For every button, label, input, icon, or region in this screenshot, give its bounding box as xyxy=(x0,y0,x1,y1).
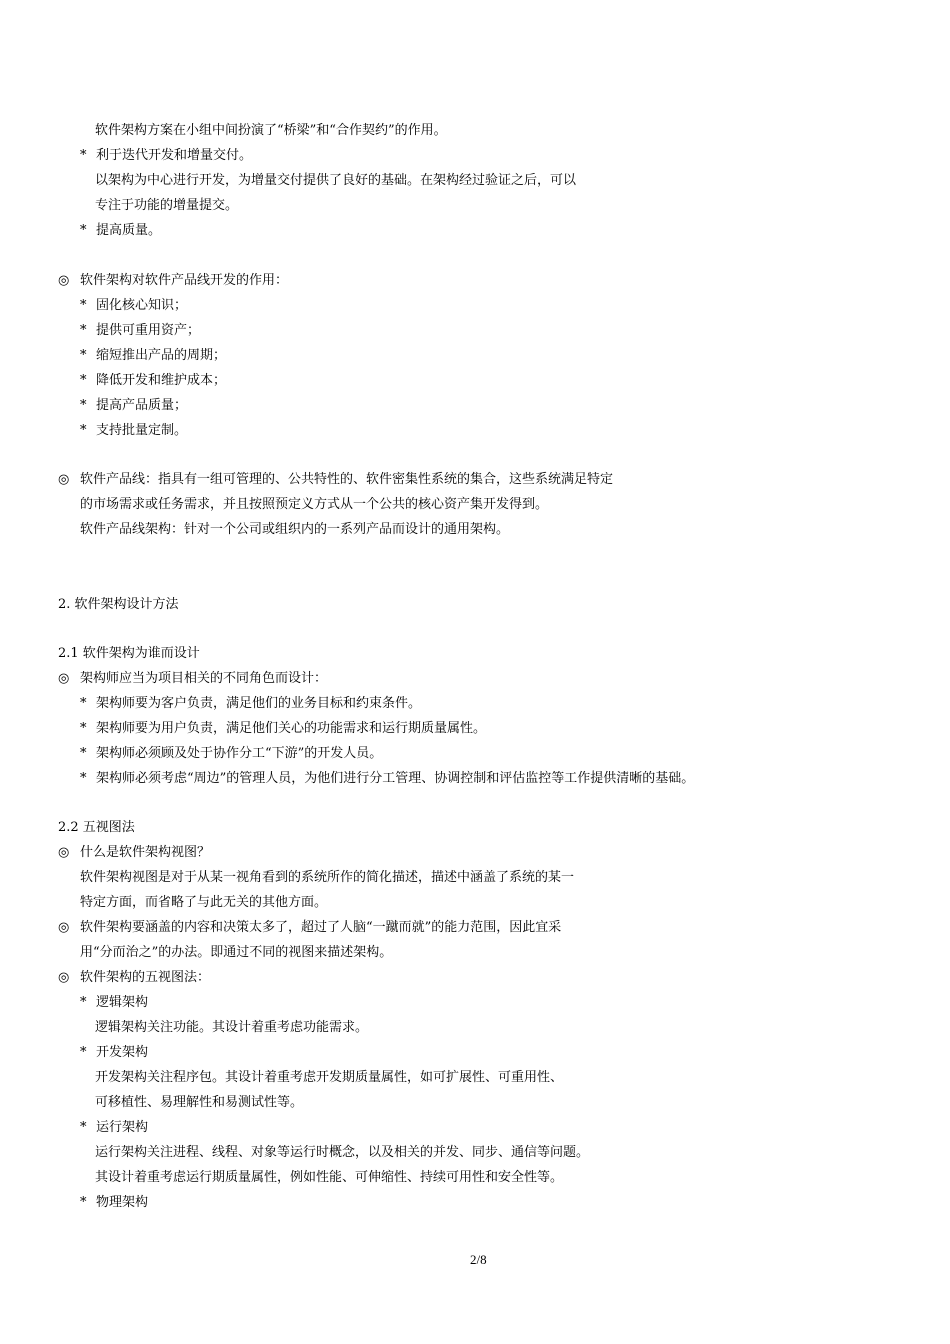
bullet-text: 架构师要为用户负责，满足他们关心的功能需求和运行期质量属性。 xyxy=(96,721,487,736)
subsection-heading: 2.1 软件架构为谁而设计 xyxy=(58,646,200,661)
bullet-marker: * xyxy=(80,298,87,313)
bullet-marker: * xyxy=(80,696,87,711)
page-number: 2/8 xyxy=(470,1252,487,1267)
ring-item xyxy=(58,921,561,934)
bullet-marker: * xyxy=(80,1045,87,1060)
text-line: 逻辑架构关注功能。其设计着重考虑功能需求。 xyxy=(95,1020,369,1035)
section-heading: 2. 软件架构设计方法 xyxy=(58,597,179,612)
bullet-item xyxy=(80,424,187,437)
ring-text: 软件架构的五视图法： xyxy=(80,970,211,985)
text-line: 的市场需求或任务需求，并且按照预定义方式从一个公共的核心资产集开发得到。 xyxy=(80,497,549,512)
bullet-marker: * xyxy=(80,223,87,238)
bullet-text: 利于迭代开发和增量交付。 xyxy=(96,148,253,163)
bullet-marker: * xyxy=(80,148,87,163)
ring-item xyxy=(58,971,210,984)
bullet-text: 提高质量。 xyxy=(96,223,162,238)
ring-text: 软件产品线：指具有一组可管理的、公共特性的、软件密集性系统的集合，这些系统满足特定 xyxy=(80,472,614,487)
text-line: 以架构为中心进行开发，为增量交付提供了良好的基础。在架构经过验证之后，可以 xyxy=(95,173,577,188)
bullet-item xyxy=(80,399,187,412)
ring-item xyxy=(58,672,327,685)
bullet-marker: * xyxy=(80,771,87,786)
ring-marker: ◎ xyxy=(58,671,70,686)
text-line: 开发架构关注程序包。其设计着重考虑开发期质量属性，如可扩展性、可重用性、 xyxy=(95,1070,564,1085)
bullet-text: 逻辑架构 xyxy=(96,995,149,1010)
bullet-item xyxy=(80,722,486,735)
bullet-marker: * xyxy=(80,1120,87,1135)
bullet-text: 架构师必须考虑“周边”的管理人员，为他们进行分工管理、协调控制和评估监控等工作提供清晰的基础。 xyxy=(96,771,695,786)
ring-marker: ◎ xyxy=(58,273,70,288)
ring-text: 什么是软件架构视图？ xyxy=(80,845,211,860)
bullet-text: 架构师要为客户负责，满足他们的业务目标和约束条件。 xyxy=(96,696,422,711)
bullet-item xyxy=(80,996,148,1009)
bullet-item xyxy=(80,224,161,237)
bullet-item xyxy=(80,747,382,760)
ring-text: 软件架构对软件产品线开发的作用： xyxy=(80,273,289,288)
bullet-marker: * xyxy=(80,373,87,388)
bullet-item xyxy=(80,149,252,162)
bullet-text: 支持批量定制。 xyxy=(96,423,188,438)
bullet-marker: * xyxy=(80,423,87,438)
bullet-item xyxy=(80,1121,148,1134)
text-line: 可移植性、易理解性和易测试性等。 xyxy=(95,1095,304,1110)
bullet-text: 固化核心知识； xyxy=(96,298,188,313)
bullet-text: 物理架构 xyxy=(96,1195,149,1210)
text-line: 特定方面，而省略了与此无关的其他方面。 xyxy=(80,895,328,910)
bullet-text: 缩短推出产品的周期； xyxy=(96,348,227,363)
ring-item xyxy=(58,274,288,287)
ring-marker: ◎ xyxy=(58,970,70,985)
ring-text: 软件架构要涵盖的内容和决策太多了，超过了人脑“一蹴而就”的能力范围，因此宜采 xyxy=(80,920,562,935)
bullet-marker: * xyxy=(80,995,87,1010)
bullet-marker: * xyxy=(80,1195,87,1210)
ring-item xyxy=(58,473,613,486)
bullet-item xyxy=(80,772,694,785)
bullet-item xyxy=(80,1046,148,1059)
text-line: 其设计着重考虑运行期质量属性，例如性能、可伸缩性、持续可用性和安全性等。 xyxy=(95,1170,564,1185)
ring-text: 架构师应当为项目相关的不同角色而设计： xyxy=(80,671,328,686)
bullet-marker: * xyxy=(80,348,87,363)
bullet-marker: * xyxy=(80,721,87,736)
bullet-text: 降低开发和维护成本； xyxy=(96,373,227,388)
bullet-marker: * xyxy=(80,323,87,338)
bullet-item xyxy=(80,349,226,362)
text-line: 软件产品线架构：针对一个公司或组织内的一系列产品而设计的通用架构。 xyxy=(80,522,510,537)
bullet-text: 运行架构 xyxy=(96,1120,149,1135)
bullet-text: 提供可重用资产； xyxy=(96,323,201,338)
bullet-marker: * xyxy=(80,398,87,413)
subsection-heading: 2.2 五视图法 xyxy=(58,820,135,835)
text-line: 专注于功能的增量提交。 xyxy=(95,198,239,213)
bullet-item xyxy=(80,697,421,710)
bullet-text: 提高产品质量； xyxy=(96,398,188,413)
ring-item xyxy=(58,846,210,859)
text-line: 软件架构视图是对于从某一视角看到的系统所作的简化描述，描述中涵盖了系统的某一 xyxy=(80,870,575,885)
bullet-item xyxy=(80,1196,148,1209)
text-line: 用“分而治之”的办法。即通过不同的视图来描述架构。 xyxy=(80,945,393,960)
text-line: 软件架构方案在小组中间扮演了“桥梁”和“合作契约”的作用。 xyxy=(95,123,447,138)
ring-marker: ◎ xyxy=(58,845,70,860)
ring-marker: ◎ xyxy=(58,920,70,935)
bullet-item xyxy=(80,324,200,337)
bullet-marker: * xyxy=(80,746,87,761)
bullet-item xyxy=(80,299,187,312)
ring-marker: ◎ xyxy=(58,472,70,487)
text-line: 运行架构关注进程、线程、对象等运行时概念，以及相关的并发、同步、通信等问题。 xyxy=(95,1145,590,1160)
bullet-text: 架构师必须顾及处于协作分工“下游”的开发人员。 xyxy=(96,746,383,761)
bullet-text: 开发架构 xyxy=(96,1045,149,1060)
bullet-item xyxy=(80,374,226,387)
